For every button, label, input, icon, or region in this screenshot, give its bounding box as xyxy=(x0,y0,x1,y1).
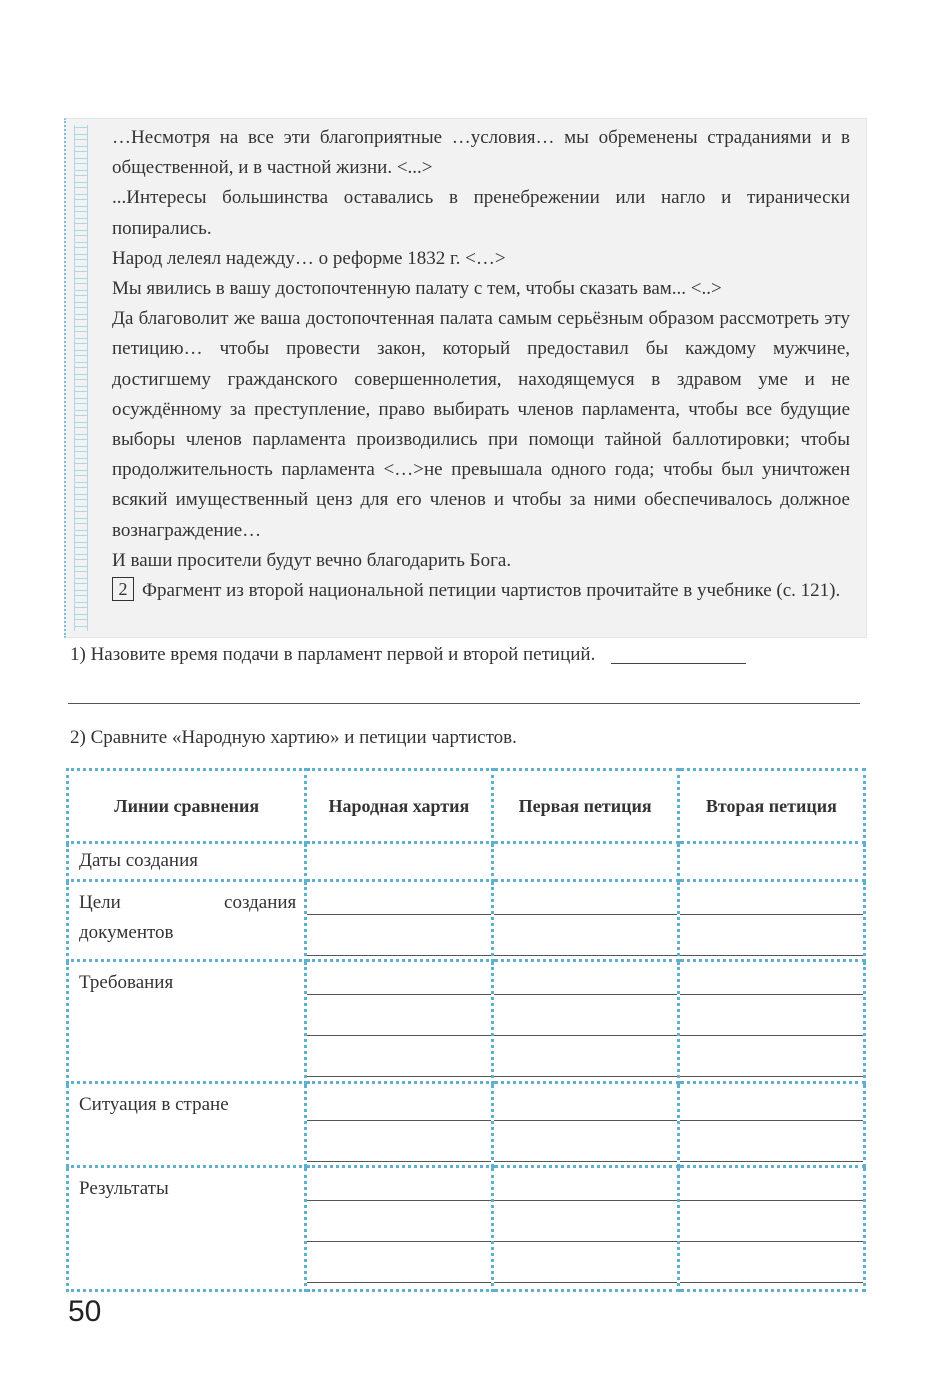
answer-cell[interactable] xyxy=(678,961,864,1083)
answer-cell[interactable] xyxy=(678,881,864,961)
answer-line[interactable] xyxy=(307,962,490,995)
excerpt-paragraph: И ваши просители будут вечно благодарить Бога. xyxy=(112,549,512,571)
answer-cell[interactable] xyxy=(492,881,678,961)
comparison-table xyxy=(66,768,866,1292)
excerpt-paragraph: Народ лелеял надежду… о реформе 1832 г. <…> xyxy=(112,247,506,269)
excerpt-paragraph: …Несмотря на все эти благоприятные …условия… мы обременены страданиями и в общественной, и в частной жизни. <...> xyxy=(112,127,850,179)
header-first-petition: Первая петиция xyxy=(492,770,678,843)
row-label: Результаты xyxy=(68,1167,306,1291)
answer-line[interactable] xyxy=(494,1121,677,1162)
question-1-answer-line[interactable] xyxy=(68,703,860,704)
answer-line[interactable] xyxy=(494,995,677,1036)
table-row xyxy=(68,1083,865,1167)
excerpt-text xyxy=(112,123,850,606)
answer-cell[interactable] xyxy=(678,1167,864,1291)
excerpt-paragraph: ...Интересы большинства оставались в пренебрежении или нагло и тиранически попирались. xyxy=(112,187,850,239)
answer-cell[interactable] xyxy=(492,1083,678,1167)
question-1-text: 1) Назовите время подачи в парламент первой и второй петиций. xyxy=(70,644,596,665)
excerpt-box xyxy=(64,118,867,638)
answer-line[interactable] xyxy=(680,995,863,1036)
task-line xyxy=(112,576,850,606)
answer-line[interactable] xyxy=(307,1201,490,1242)
question-1-answer-blank[interactable] xyxy=(611,643,746,664)
header-second-petition: Вторая петиция xyxy=(678,770,864,843)
answer-cell[interactable] xyxy=(492,843,678,881)
answer-cell[interactable] xyxy=(678,1083,864,1167)
row-label: Даты создания xyxy=(68,843,306,881)
answer-cell[interactable] xyxy=(306,1167,492,1291)
answer-line[interactable] xyxy=(680,1242,863,1283)
answer-line[interactable] xyxy=(307,995,490,1036)
answer-line[interactable] xyxy=(494,962,677,995)
answer-line[interactable] xyxy=(494,882,677,915)
answer-line[interactable] xyxy=(307,1121,490,1162)
answer-line[interactable] xyxy=(307,1084,490,1121)
answer-line[interactable] xyxy=(494,1242,677,1283)
answer-line[interactable] xyxy=(494,1168,677,1201)
excerpt-paragraph: Да благоволит же ваша достопочтенная палата самым серьёзным образом рассмотреть эту петицию… чтобы провести закон, который предоставил бы каждому мужчине, достигшему гражданского совершеннолетия, находящемуся в здравом уме и не осуждённому за преступление, право выбирать членов парламента, чтобы все будущие выборы членов парламента производились при помощи тайной баллотировки; чтобы продолжительность парламента <…>не превышала одного года; чтобы был уничтожен всякий имущественный ценз для его членов и чтобы за ними обеспечивалось должное вознаграждение… xyxy=(112,308,850,541)
answer-cell[interactable] xyxy=(306,881,492,961)
answer-line[interactable] xyxy=(494,1036,677,1077)
header-peoples-charter: Народная хартия xyxy=(306,770,492,843)
table-row xyxy=(68,1167,865,1291)
notebook-margin-decoration xyxy=(74,125,88,631)
question-1 xyxy=(70,640,860,670)
row-label: Цели создания документов xyxy=(68,881,306,961)
answer-line[interactable] xyxy=(680,915,863,956)
answer-cell[interactable] xyxy=(492,1167,678,1291)
answer-line[interactable] xyxy=(307,1242,490,1283)
answer-line[interactable] xyxy=(680,962,863,995)
answer-line[interactable] xyxy=(680,1036,863,1077)
answer-line[interactable] xyxy=(307,915,490,956)
answer-line[interactable] xyxy=(680,882,863,915)
answer-line[interactable] xyxy=(307,1036,490,1077)
table-row xyxy=(68,843,865,881)
answer-line[interactable] xyxy=(680,1168,863,1201)
answer-cell[interactable] xyxy=(492,961,678,1083)
excerpt-paragraph: Мы явились в вашу достопочтенную палату с тем, чтобы сказать вам... <..> xyxy=(112,278,722,300)
answer-line[interactable] xyxy=(307,1168,490,1201)
task-text: Фрагмент из второй национальной петиции чартистов прочитайте в учебнике (с. 121). xyxy=(142,580,841,602)
answer-cell[interactable] xyxy=(678,843,864,881)
answer-cell[interactable] xyxy=(306,843,492,881)
answer-line[interactable] xyxy=(494,1201,677,1242)
answer-cell[interactable] xyxy=(306,961,492,1083)
header-comparison-lines: Линии сравнения xyxy=(68,770,306,843)
table-row xyxy=(68,961,865,1083)
answer-line[interactable] xyxy=(494,915,677,956)
answer-cell[interactable] xyxy=(306,1083,492,1167)
answer-line[interactable] xyxy=(680,1084,863,1121)
table-row xyxy=(68,881,865,961)
answer-line[interactable] xyxy=(680,1121,863,1162)
task-number-badge: 2 xyxy=(112,577,134,601)
question-2: 2) Сравните «Народную хартию» и петиции чартистов. xyxy=(70,727,517,748)
answer-line[interactable] xyxy=(307,882,490,915)
row-label: Требования xyxy=(68,961,306,1083)
answer-line[interactable] xyxy=(494,1084,677,1121)
answer-line[interactable] xyxy=(680,1201,863,1242)
table-header-row xyxy=(68,770,865,843)
row-label: Ситуация в стране xyxy=(68,1083,306,1167)
page-number: 50 xyxy=(68,1295,102,1328)
